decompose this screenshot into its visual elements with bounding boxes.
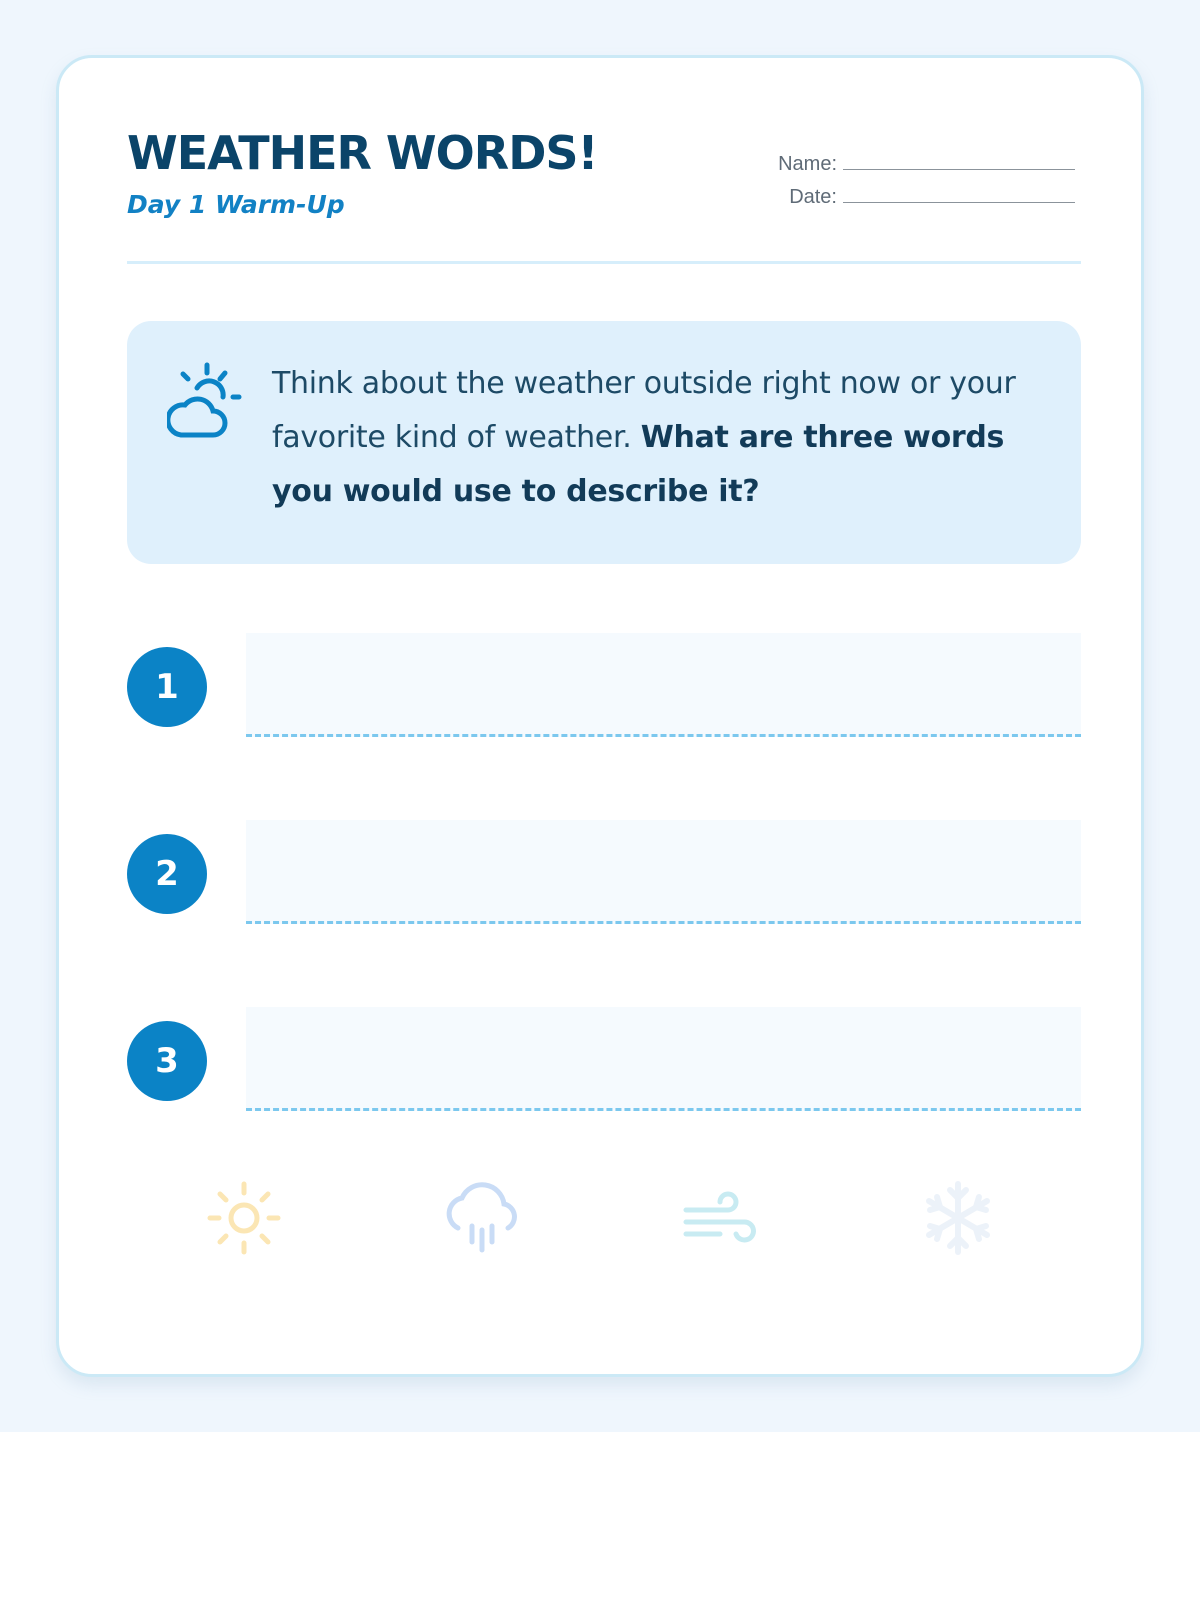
name-label: Name:	[778, 153, 837, 175]
answer-field-3[interactable]	[246, 1007, 1081, 1111]
answer-field-2[interactable]	[246, 820, 1081, 924]
answer-row-1	[127, 633, 1081, 739]
wind-icon	[682, 1180, 758, 1256]
answer-number-badge: 3	[127, 1021, 207, 1101]
answer-row-3	[127, 1007, 1081, 1113]
answer-number-badge: 1	[127, 647, 207, 727]
name-field[interactable]	[843, 169, 1075, 170]
prompt-text-bold: What are three words you would use to describe it?	[272, 420, 1005, 509]
answer-row-2	[127, 820, 1081, 926]
worksheet-title: WEATHER WORDS!	[127, 126, 598, 180]
date-label: Date:	[789, 186, 837, 208]
header-divider	[127, 261, 1081, 264]
date-row	[755, 176, 1075, 209]
answer-number-badge: 2	[127, 834, 207, 914]
student-info	[755, 143, 1075, 209]
worksheet-subtitle: Day 1 Warm-Up	[127, 190, 345, 219]
prompt-text	[272, 357, 1042, 519]
worksheet-card	[56, 55, 1144, 1377]
sun-icon	[206, 1180, 282, 1256]
answer-field-1[interactable]	[246, 633, 1081, 737]
name-row	[755, 143, 1075, 176]
rain-cloud-icon	[444, 1180, 520, 1256]
partly-sunny-icon	[167, 361, 245, 439]
date-field[interactable]	[843, 202, 1075, 203]
prompt-box	[127, 321, 1081, 564]
snowflake-icon	[920, 1180, 996, 1256]
prompt-text-plain: Think about the weather outside right now or your favorite kind of weather.	[272, 366, 1016, 455]
